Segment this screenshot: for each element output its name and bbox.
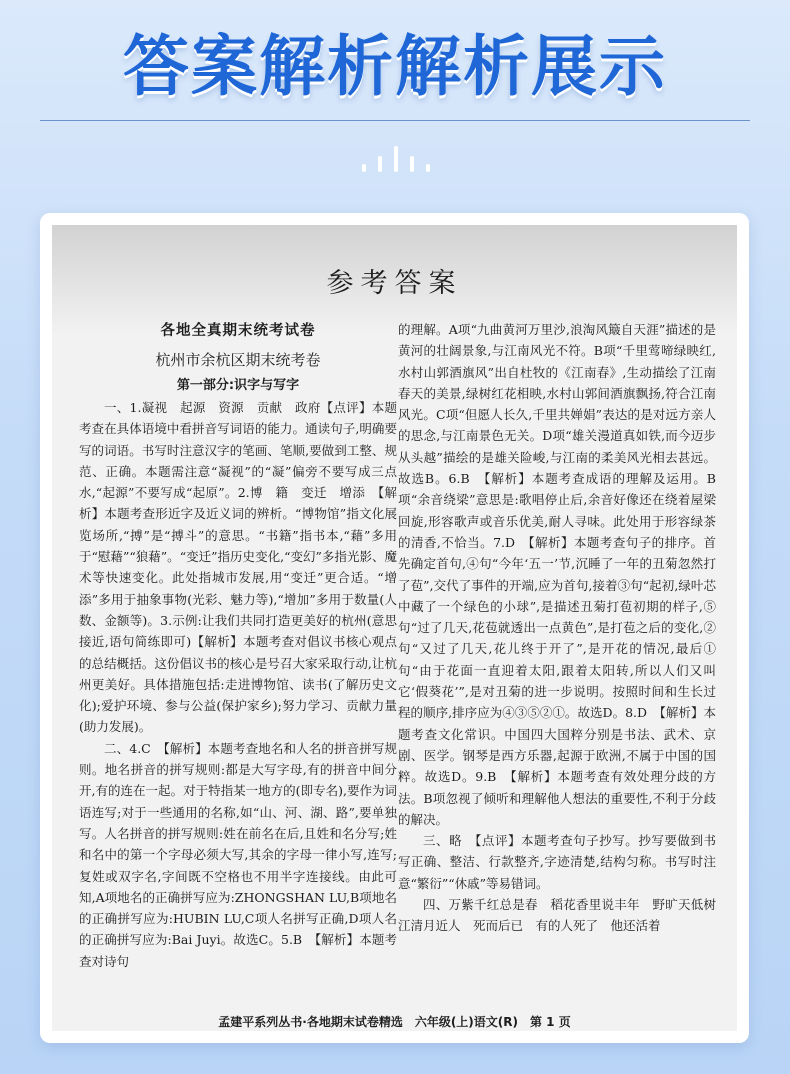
exam-title: 各地全真期末统考试卷 xyxy=(160,323,316,339)
answer-paragraph: 的理解。A项“九曲黄河万里沙,浪淘风簸自天涯”描述的是黄河的壮阔景象,与江南风光不符。B项“千里莺啼绿映红,水村山郭酒旗风”出自杜牧的《江南春》,生动描绘了江南春天的美景,绿树红花相映,水村山郭间酒旗飘扬,符合江南风光。C项“但愿人长久,千里共婵娟”表达的是对远方亲人的思念,与江南景色无关。D项“雄关漫道真如铁,而今迈步从头越”描绘的是雄关险峻,与江南的柔美风光相去甚远。故选B。6.B 【解析】本题考查成语的理解及运用。B项“余音绕梁”意思是:歌唱停止后,余音好像还在绕着屋梁回旋,形容歌声或音乐优美,耐人寻味。此处用于形容绿茶的清香,不恰当。7.D 【解析】本题考查句子的排序。首先确定首句,④句“今年‘五一’节,沉睡了一年的丑菊忽然打了苞”,交代了事件的开端,应为首句,接着③句“起初,绿叶芯中藏了一个绿色的小球”,是描述丑菊打苞初期的样子,⑤句“过了几天,花苞就透出一点黄色”,是打苞之后的变化,②句“又过了几天,花儿终于开了”,是开花的情况,最后①句“由于花面一直迎着太阳,跟着太阳转,所以人们又叫它‘假葵花’”,是对丑菊的进一步说明。按照时间和生长过程的顺序,排序应为④③⑤②①。故选D。8.D 【解析】本题考查文化常识。中国四大国粹分别是书法、武术、京剧、医学。钢琴是西方乐器,起源于欧洲,不属于中国的国粹。故选D。9.B 【解析】本题考查有效处理分歧的方法。B项忽视了倾听和理解他人想法的重要性,不利于分歧的解决。 xyxy=(398,322,716,827)
page-footer: 孟建平系列丛书·各地期末试卷精选 六年级(上)语文(R) 第 1 页 xyxy=(218,1015,571,1029)
right-column xyxy=(398,319,729,937)
banner-divider xyxy=(40,120,750,121)
document-card xyxy=(40,213,749,1043)
page-title: 参考答案 xyxy=(326,268,463,299)
banner-title: 答案解析解析展示 xyxy=(123,28,667,105)
answer-paragraph: 一、1.凝视 起源 资源 贡献 政府【点评】本题考查在具体语境中看拼音写词语的能力。通读句子,明确要写的词语。书写时注意汉字的笔画、笔顺,要做到工整、规范、正确。本题需注意“凝视”的“凝”偏旁不要写成三点水,“起源”不要写成“起原”。2.博 籍 变迁 增添 【解析】本题考查形近字及近义词的辨析。“博物馆”指文化展览场所,“搏”是“搏斗”的意思。“书籍”指书本,“藉”多用于“慰藉”“狼藉”。“变迁”指历史变化,“变幻”多指光影、魔术等快速变化。此处指城市发展,用“变迁”更合适。“增添”多用于抽象事物(光彩、魅力等),“增加”多用于数量(人数、金额等)。3.示例:让我们共同打造更美好的杭州(意思接近,语句简练即可)【解析】本题考查对倡议书核心观点的总结概括。这份倡议书的核心是号召大家采取行动,让杭州更美好。具体措施包括:走进博物馆、读书(了解历史文化);爱护环境、参与公益(保护家乡);努力学习、贡献力量(助力发展)。 xyxy=(79,400,397,735)
left-column xyxy=(79,319,397,972)
part-title: 第一部分:识字与写字 xyxy=(176,378,300,393)
answer-sheet-page xyxy=(52,225,737,1031)
answer-paragraph: 二、4.C 【解析】本题考查地名和人名的拼音拼写规则。地名拼音的拼写规则:都是大写字母,有的拼音中间分开,有的连在一起。对于特指某一地方的(即专名),要作为词语连写;对于一些通用的名称,如“山、河、湖、路”,要单独写。人名拼音的拼写规则:姓在前名在后,且姓和名分写;姓和名中的第一个字母必须大写,其余的字母一律小写,连写;复姓或双字名,字间既不空格也不用半字连接线。由此可知,A项地名的正确拼写应为:ZHONGSHAN LU,B项地名的正确拼写应为:HUBIN LU,C项人名拼写正确,D项人名的正确拼写应为:Bai Juyi。故选C。5.B 【解析】本题考查对诗句 xyxy=(79,740,397,969)
answer-paragraph: 四、万紫千红总是春 稻花香里说丰年 野旷天低树 江清月近人 死而后已 有的人死了 他还活着 xyxy=(398,897,729,934)
answer-paragraph: 三、略 【点评】本题考查句子抄写。抄写要做到书写正确、整洁、行款整齐,字迹清楚,结构匀称。书写时注意“繁衍”“休戚”等易错词。 xyxy=(398,833,716,891)
decorative-bars-icon xyxy=(362,146,430,172)
exam-subtitle: 杭州市余杭区期末统考卷 xyxy=(155,351,321,369)
